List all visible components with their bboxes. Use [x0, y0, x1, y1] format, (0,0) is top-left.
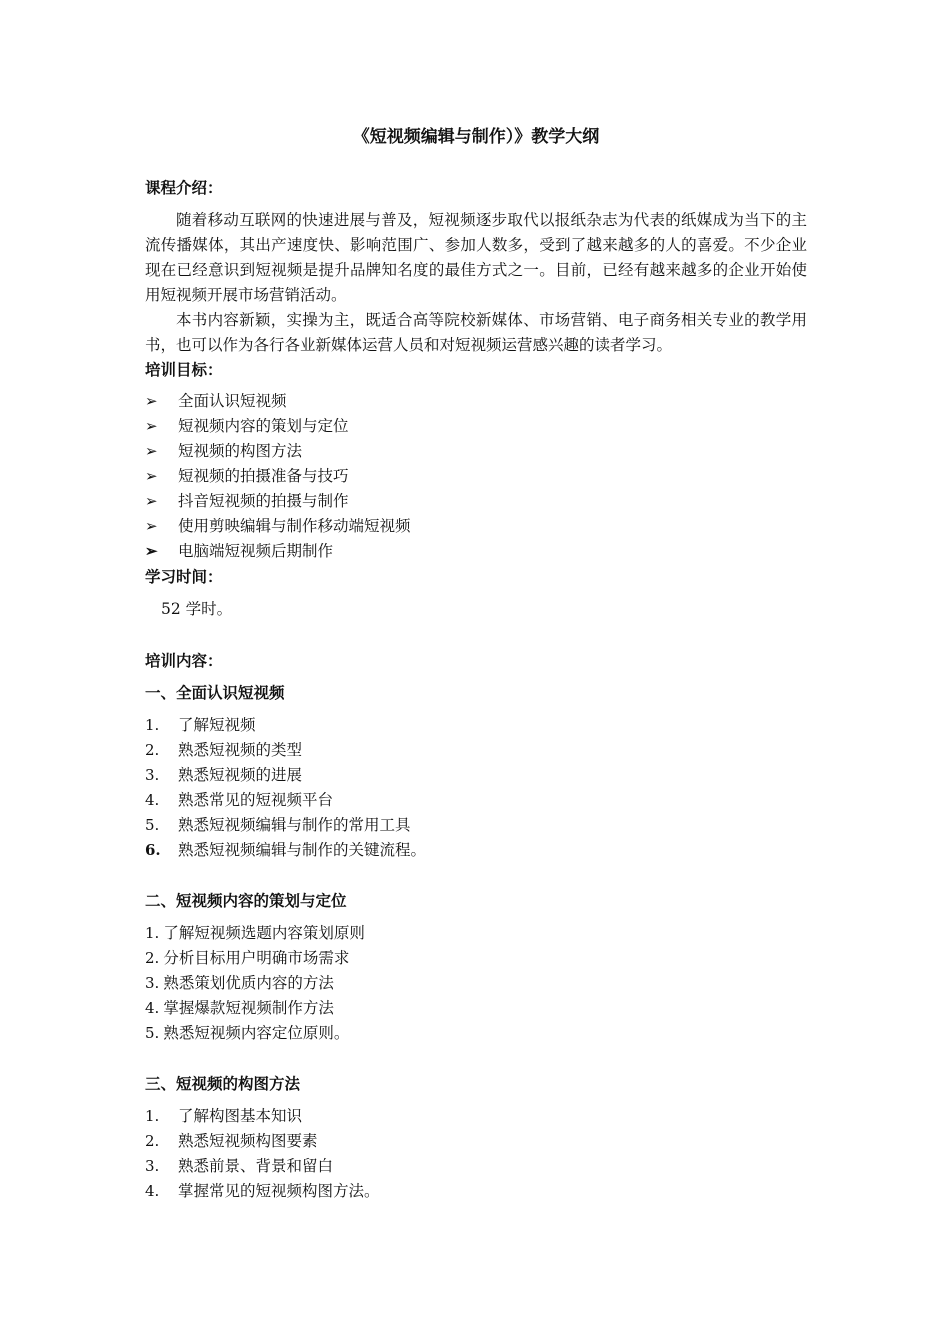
list-item: 5. 熟悉短视频内容定位原则。 — [145, 1024, 350, 1042]
list-item-text: 全面认识短视频 — [178, 392, 287, 410]
list-item: 5. 熟悉短视频编辑与制作的常用工具 — [145, 816, 411, 834]
training-goals-heading: 培训目标： — [145, 361, 223, 379]
arrow-bullet-icon: ➢ — [145, 417, 158, 435]
list-item: 6. 熟悉短视频编辑与制作的关键流程。 — [145, 841, 427, 859]
arrow-bullet-icon: ➢ — [145, 467, 158, 485]
list-item-text: 短视频的构图方法 — [178, 442, 303, 460]
list-item: 1. 了解短视频选题内容策划原则 — [145, 924, 365, 942]
list-item: 1. 了解短视频 — [145, 716, 256, 734]
arrow-bullet-icon: ➢ — [145, 517, 158, 535]
list-item — [145, 464, 411, 489]
list-item — [145, 514, 411, 539]
list-item-text: 短视频的拍摄准备与技巧 — [178, 467, 349, 485]
list-item: 2. 分析目标用户明确市场需求 — [145, 949, 350, 967]
study-time-value: 52 学时。 — [161, 600, 233, 618]
list-item: 2. 熟悉短视频构图要素 — [145, 1132, 318, 1150]
arrow-bullet-icon: ➢ — [145, 492, 158, 510]
list-item — [145, 439, 411, 464]
list-item-text: 电脑端短视频后期制作 — [178, 542, 334, 560]
arrow-bullet-icon: ➢ — [145, 442, 158, 460]
list-item — [145, 539, 411, 564]
arrow-bullet-icon: ➢ — [145, 392, 158, 410]
list-item: 4. 掌握爆款短视频制作方法 — [145, 999, 334, 1017]
list-item: 3. 熟悉策划优质内容的方法 — [145, 974, 334, 992]
training-goals-list — [145, 389, 411, 564]
section-1-title: 一、全面认识短视频 — [145, 684, 285, 702]
section-3-title: 三、短视频的构图方法 — [145, 1075, 301, 1093]
list-item — [145, 414, 411, 439]
list-item: 3. 熟悉前景、背景和留白 — [145, 1157, 334, 1175]
course-intro-paragraph-1: 随着移动互联网的快速进展与普及，短视频逐步取代以报纸杂志为代表的纸媒成为当下的主流传播媒体，其出产速度快、影响范围广、参加人数多，受到了越来越多的人的喜爱。不少企业现在已经意识到短视频是提升品牌知名度的最佳方式之一。目前，已经有越来越多的企业开始使用短视频开展市场营销活动。 — [145, 211, 807, 304]
list-item-text: 使用剪映编辑与制作移动端短视频 — [178, 517, 411, 535]
list-item: 1. 了解构图基本知识 — [145, 1107, 303, 1125]
list-item-text: 抖音短视频的拍摄与制作 — [178, 492, 349, 510]
course-intro-paragraph-2: 本书内容新颖，实操为主，既适合高等院校新媒体、市场营销、电子商务相关专业的教学用书，也可以作为各行各业新媒体运营人员和对短视频运营感兴趣的读者学习。 — [145, 311, 807, 354]
list-item-text: 短视频内容的策划与定位 — [178, 417, 349, 435]
list-item: 4. 熟悉常见的短视频平台 — [145, 791, 334, 809]
page-title: 《短视频编辑与制作）》教学大纲 — [352, 127, 600, 147]
list-item: 2. 熟悉短视频的类型 — [145, 741, 303, 759]
list-item — [145, 389, 411, 414]
list-item — [145, 489, 411, 514]
course-intro-heading: 课程介绍： — [145, 179, 223, 197]
section-2-title: 二、短视频内容的策划与定位 — [145, 892, 347, 910]
training-content-heading: 培训内容： — [145, 652, 223, 670]
arrow-bullet-icon: ➢ — [145, 542, 158, 560]
section-2-list — [145, 921, 365, 1046]
list-item: 3. 熟悉短视频的进展 — [145, 766, 303, 784]
section-3-list — [145, 1104, 380, 1204]
study-time-heading: 学习时间： — [145, 568, 223, 586]
list-item: 4. 掌握常见的短视频构图方法。 — [145, 1182, 380, 1200]
section-1-list — [145, 713, 426, 863]
